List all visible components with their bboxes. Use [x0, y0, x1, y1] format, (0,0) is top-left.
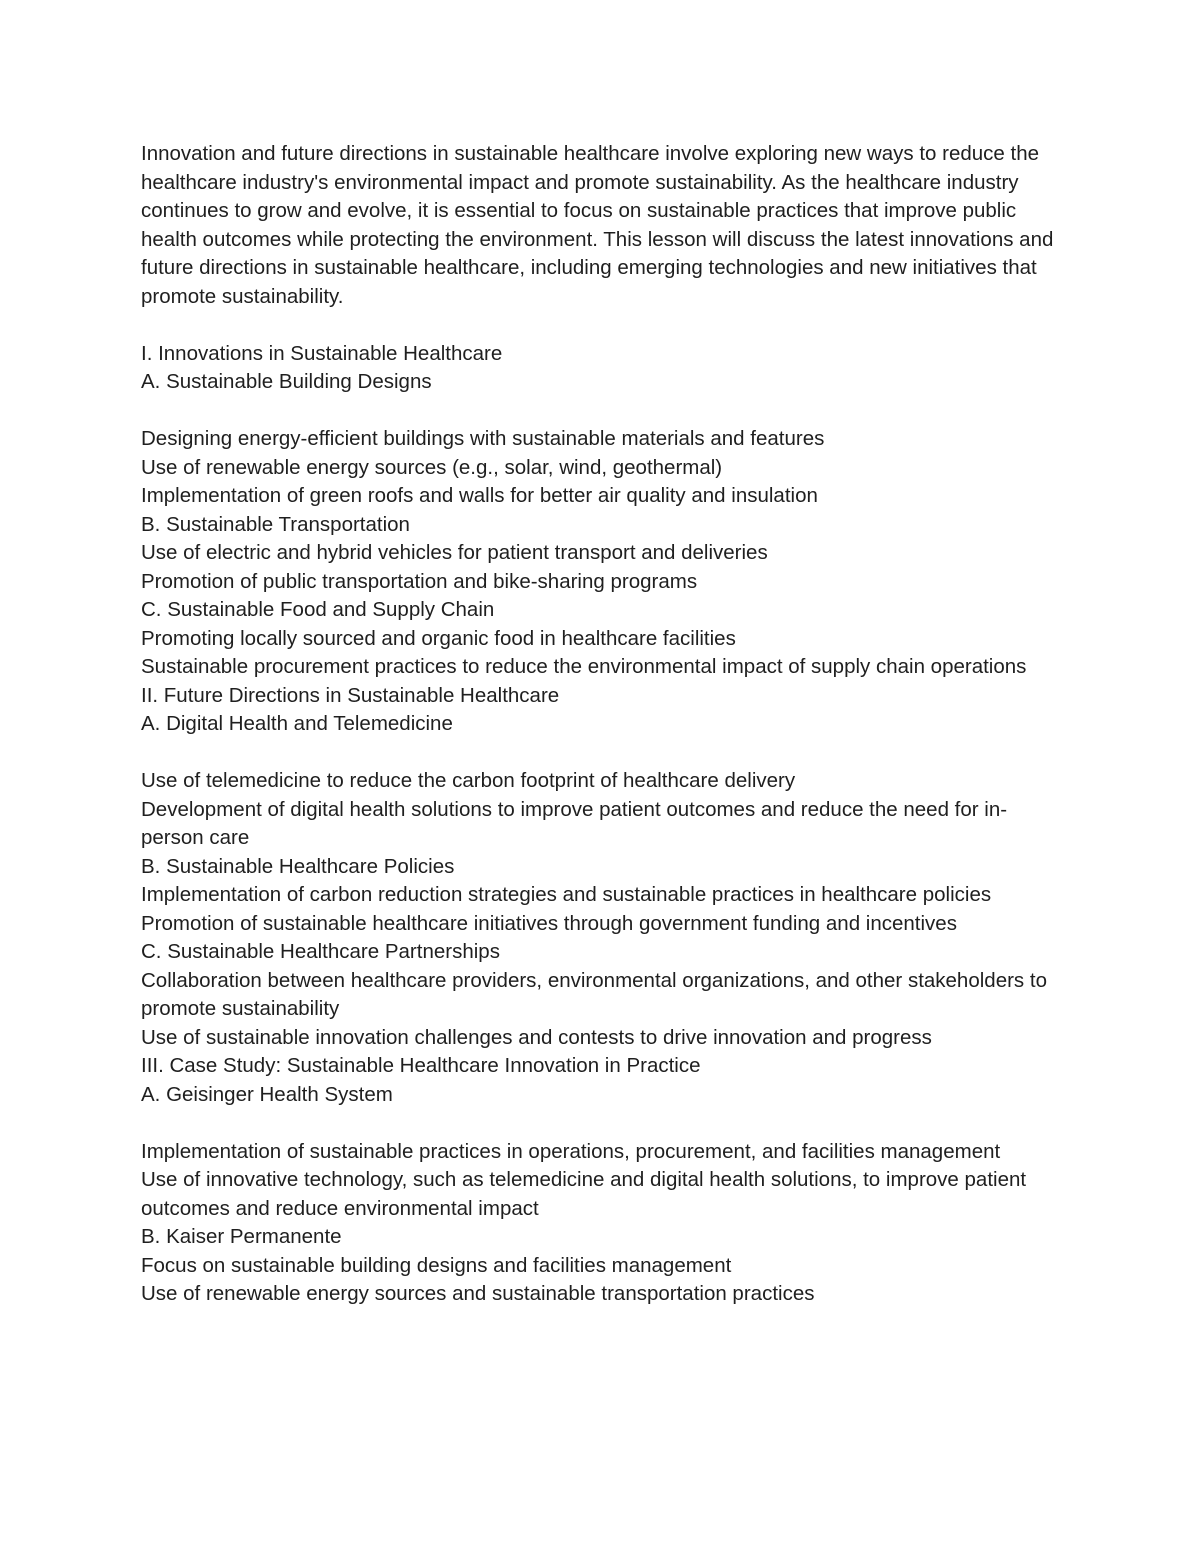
blank-line [141, 397, 1066, 426]
subsection-heading-2a: A. Digital Health and Telemedicine [141, 712, 453, 735]
subsection-heading-1c: C. Sustainable Food and Supply Chain [141, 598, 495, 621]
list-item: Use of innovative technology, such as telemedicine and digital health solutions, to improve patient outcomes and reduce environmental impact [141, 1168, 1027, 1220]
list-item: Promotion of sustainable healthcare initiatives through government funding and incentives [141, 911, 957, 935]
list-item: Collaboration between healthcare providers, environmental organizations, and other stakeholders to promote sustainability [141, 968, 1047, 1020]
subsection-heading-3b: B. Kaiser Permanente [141, 1225, 342, 1248]
list-item: Development of digital health solutions to improve patient outcomes and reduce the need for in-person care [141, 797, 1008, 849]
list-item: Use of sustainable innovation challenges and contests to drive innovation and progress [141, 1025, 932, 1049]
list-item: Implementation of green roofs and walls for better air quality and insulation [141, 484, 818, 507]
subsection-heading-2c: C. Sustainable Healthcare Partnerships [141, 940, 500, 963]
section-heading-1: I. Innovations in Sustainable Healthcare [141, 341, 503, 365]
blank-line [141, 739, 1066, 768]
list-item: Use of renewable energy sources and sustainable transportation practices [141, 1282, 815, 1305]
list-item: Promoting locally sourced and organic food in healthcare facilities [141, 626, 736, 650]
intro-paragraph: Innovation and future directions in sustainable healthcare involve exploring new ways to reduce the healthcare industry's environmental impact and promote sustainability. As the healthcare industry continues to grow and evolve, it is essential to focus on sustainable practices that improve public health outcomes while protecting the environment. This lesson will discuss the latest innovations and future directions in sustainable healthcare, including emerging technologies and new initiatives that promote sustainability. [141, 142, 1054, 308]
subsection-heading-2b: B. Sustainable Healthcare Policies [141, 854, 455, 878]
list-item: Use of telemedicine to reduce the carbon footprint of healthcare delivery [141, 769, 796, 792]
subsection-heading-1a: A. Sustainable Building Designs [141, 370, 432, 393]
document-body [141, 140, 1066, 1309]
section-heading-3: III. Case Study: Sustainable Healthcare Innovation in Practice [141, 1054, 701, 1077]
section-heading-2: II. Future Directions in Sustainable Healthcare [141, 683, 560, 707]
list-item: Designing energy-efficient buildings with sustainable materials and features [141, 427, 825, 450]
list-item: Sustainable procurement practices to reduce the environmental impact of supply chain operations [141, 655, 1027, 678]
list-item: Promotion of public transportation and bike-sharing programs [141, 569, 698, 593]
list-item: Use of electric and hybrid vehicles for patient transport and deliveries [141, 541, 768, 564]
list-item: Implementation of carbon reduction strategies and sustainable practices in healthcare policies [141, 883, 992, 906]
subsection-heading-1b: B. Sustainable Transportation [141, 512, 410, 536]
list-item: Use of renewable energy sources (e.g., solar, wind, geothermal) [141, 455, 723, 479]
list-item: Focus on sustainable building designs and facilities management [141, 1253, 732, 1277]
list-item: Implementation of sustainable practices in operations, procurement, and facilities management [141, 1139, 1001, 1163]
blank-line [141, 1109, 1066, 1138]
subsection-heading-3a: A. Geisinger Health System [141, 1082, 393, 1106]
